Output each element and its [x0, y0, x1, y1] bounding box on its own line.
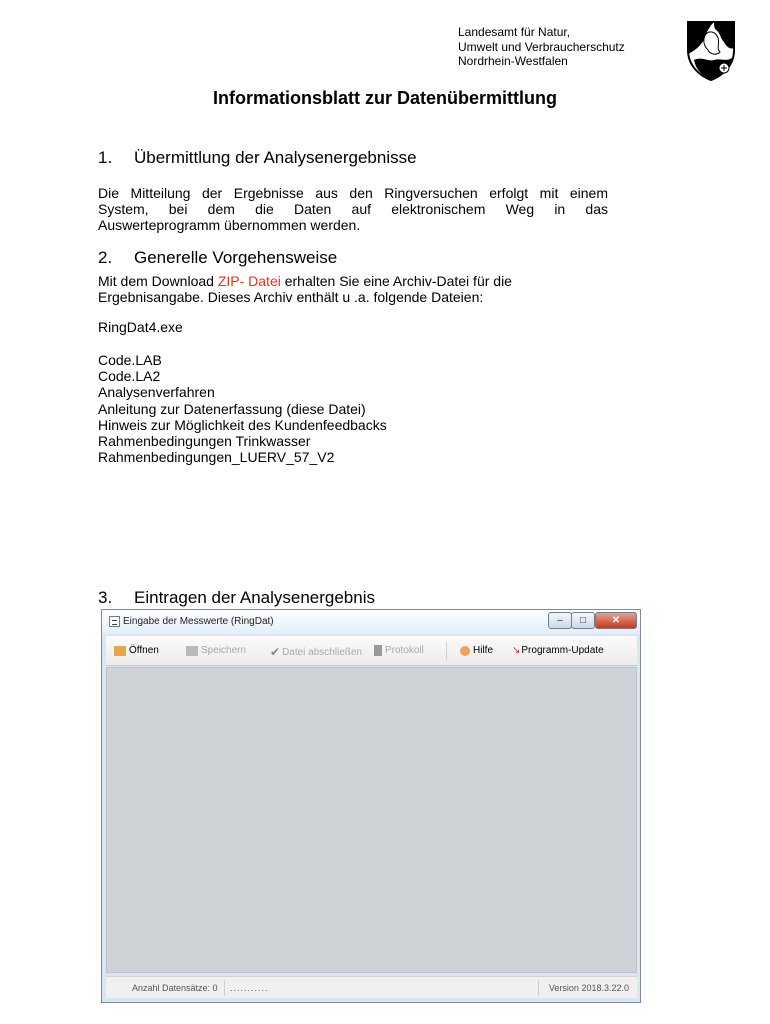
issuer-line: Landesamt für Natur,: [458, 25, 571, 39]
folder-icon: [114, 646, 126, 656]
document-icon: [374, 645, 382, 656]
paragraph-line: Die Mitteilung der Ergebnisse aus den Ringversuchen erfolgt mit einem: [98, 185, 608, 201]
open-label: Öffnen: [129, 645, 159, 656]
record-count: Anzahl Datensätze: 0: [132, 983, 218, 993]
maximize-button[interactable]: □: [571, 612, 595, 629]
section-title: Übermittlung der Analysenergebnisse: [134, 148, 417, 167]
checkmark-icon: ✔: [270, 645, 281, 659]
zip-download-link[interactable]: ZIP- Datei: [217, 273, 281, 289]
update-label: Programm-Update: [521, 645, 604, 656]
open-button[interactable]: [114, 645, 159, 656]
close-button[interactable]: ✕: [595, 612, 637, 629]
issuer-block: [458, 25, 625, 69]
save-icon: [186, 646, 198, 656]
finish-label: Datei abschließen: [282, 646, 363, 658]
app-icon: [109, 616, 120, 627]
status-progress: ...........: [230, 983, 269, 993]
section-title: Generelle Vorgehensweise: [134, 248, 338, 267]
status-separator: [538, 980, 539, 996]
workspace-area: [106, 667, 637, 973]
file-list: [98, 352, 387, 465]
status-bar: [106, 976, 637, 998]
finish-file-button[interactable]: [270, 645, 362, 659]
program-update-button[interactable]: [512, 645, 604, 656]
help-icon: [460, 646, 470, 656]
file-item: Code.LA2: [98, 368, 161, 385]
section-heading-1: [98, 148, 417, 168]
help-label: Hilfe: [473, 645, 494, 656]
version-label: Version 2018.3.22.0: [548, 983, 629, 993]
toolbar: [106, 636, 637, 666]
file-item: Rahmenbedingungen_LUERV_57_V2: [98, 449, 335, 466]
save-label: Speichern: [201, 645, 247, 656]
paragraph-transmission: [98, 185, 608, 233]
issuer-line: Nordrhein-Westfalen: [458, 54, 568, 68]
file-item: Anleitung zur Datenerfassung (diese Datei): [98, 400, 366, 417]
file-item: Rahmenbedingungen Trinkwasser: [98, 433, 311, 450]
save-button[interactable]: [186, 645, 246, 656]
window-titlebar: [102, 610, 640, 634]
paragraph-text: erhalten Sie eine Archiv-Datei für die Ergebnisangabe. Dieses Archiv enthält u .a. folgende Dateien:: [98, 273, 512, 305]
protocol-label: Protokoll: [385, 645, 424, 656]
document-title: Informationsblatt zur Datenübermittlung: [213, 88, 557, 108]
section-heading-3: [98, 588, 375, 608]
section-number: 3.: [98, 588, 113, 607]
minimize-button[interactable]: –: [548, 612, 572, 629]
paragraph-text: Mit dem Download: [98, 273, 218, 289]
file-item: Code.LAB: [98, 352, 162, 368]
coat-of-arms-logo: [686, 20, 736, 82]
issuer-line: Umwelt und Verbraucherschutz: [458, 39, 625, 54]
section-number: 1.: [98, 148, 113, 167]
status-separator: [224, 980, 225, 996]
file-item: Analysenverfahren: [98, 384, 215, 401]
paragraph-line: System, bei dem die Daten auf elektronischem Weg in das: [98, 201, 608, 217]
protocol-button[interactable]: [374, 645, 424, 656]
file-item-exe: RingDat4.exe: [98, 319, 183, 335]
toolbar-separator: [446, 642, 447, 660]
paragraph-line: Auswerteprogramm übernommen werden.: [98, 217, 361, 233]
window-title: Eingabe der Messwerte (RingDat): [123, 616, 274, 627]
section-title: Eintragen der Analysenergebnis: [134, 588, 375, 607]
file-item: Hinweis zur Möglichkeit des Kundenfeedbacks: [98, 416, 387, 433]
help-button[interactable]: [460, 645, 493, 656]
update-arrow-icon: ↘: [512, 645, 521, 656]
paragraph-procedure: [98, 273, 568, 305]
ringdat-window: [101, 609, 641, 1003]
section-heading-2: [98, 248, 337, 268]
section-number: 2.: [98, 248, 113, 267]
